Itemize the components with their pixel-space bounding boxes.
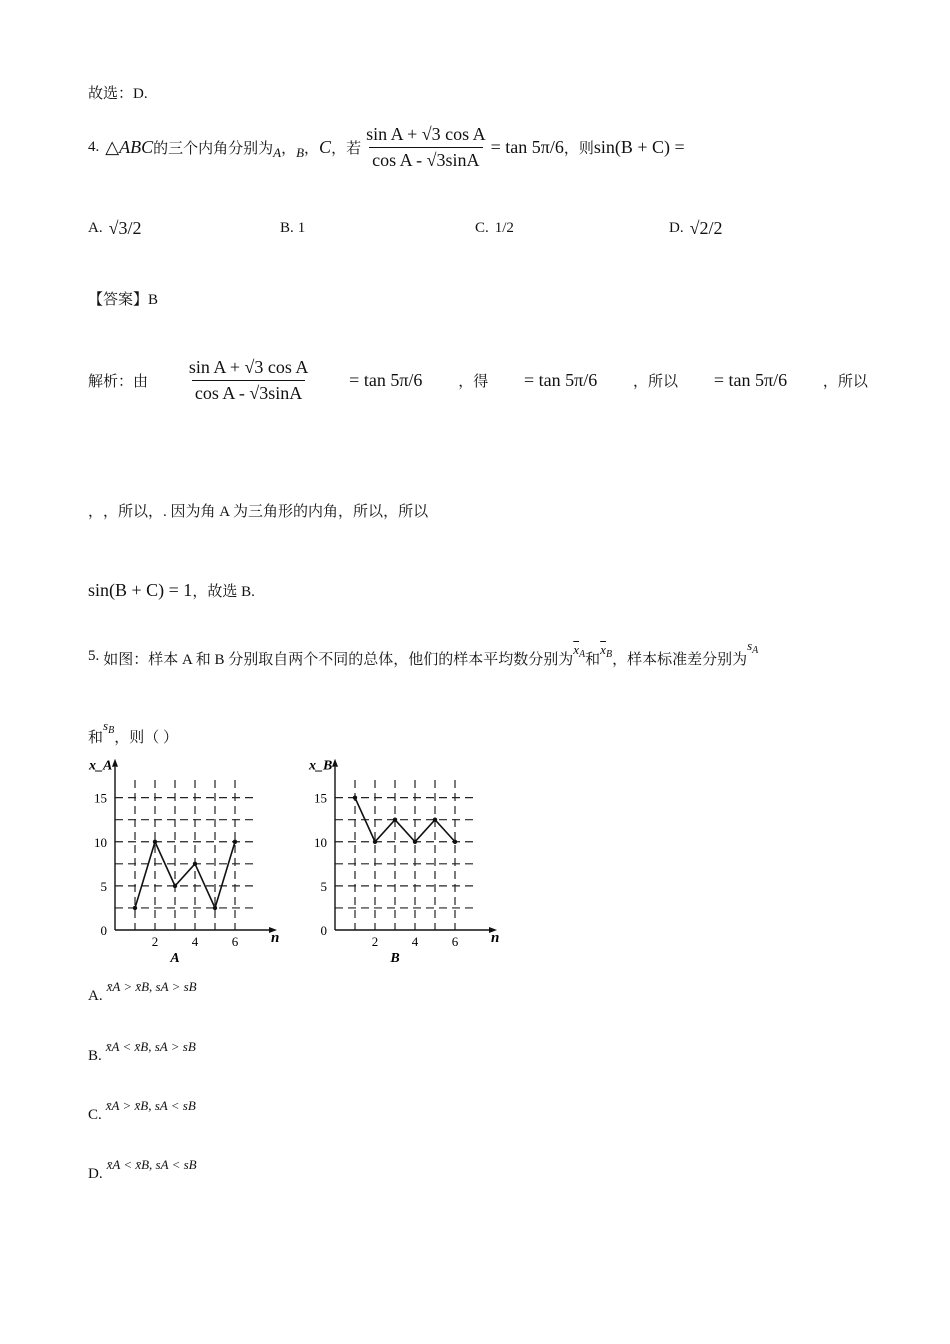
x-tick-label: 2 — [151, 934, 159, 949]
data-point — [133, 906, 137, 910]
q4-stem-text-3: ，则 — [563, 140, 594, 157]
q4-angle-a: A — [273, 145, 282, 160]
q4-triangle: △ABC — [105, 136, 154, 157]
q4-option-d-label: D. — [669, 219, 684, 236]
q4-option-b-label: B. — [280, 219, 294, 236]
q4-option-d-value: √2/2 — [689, 217, 723, 238]
q5-option-c-value: x̄A > x̄B, sA < sB — [105, 1098, 196, 1113]
analysis-line3-text: ，故选 B. — [192, 584, 255, 600]
analysis-line2-text-3: ， — [148, 503, 164, 520]
q5-option-d-label: D. — [88, 1166, 103, 1182]
q4-condition-numerator: sin A + √3 cos A — [366, 123, 486, 144]
analysis-line3-equation: sin(B + C) = 1 — [88, 580, 193, 600]
q4-angle-b: B — [296, 145, 305, 160]
x-tick-label: 6 — [231, 934, 239, 949]
y-axis-label: x_A — [89, 758, 113, 774]
analysis-prefix: 解析：由 — [88, 373, 149, 390]
data-point — [233, 840, 237, 844]
analysis-line-1 — [88, 320, 868, 440]
q5-option-d[interactable] — [88, 1157, 197, 1183]
y-tick-label: 15 — [94, 790, 107, 806]
analysis-line2-text-4: . 因为角 A 为三角形的内角，所以 — [163, 503, 384, 520]
q5-std-b: $s_B$ — [103, 718, 115, 736]
analysis-line2-text-5: ，所以 — [383, 503, 429, 520]
q4-option-a[interactable] — [88, 200, 141, 256]
chart-title: B — [390, 951, 400, 966]
x-tick-label: 4 — [411, 934, 419, 949]
y-tick-label: 10 — [94, 834, 107, 850]
q5-option-c-label: C. — [88, 1107, 102, 1123]
q5-mean-a: $\overline{x}_A$ — [573, 642, 586, 660]
q4-option-c-value: 1/2 — [494, 219, 514, 236]
analysis-suoyi: ，所以 — [633, 373, 679, 390]
analysis-line2-text-2: ，所以 — [103, 503, 149, 520]
q4-option-b-value: 1 — [297, 219, 306, 236]
q5-option-b-value: x̄A < x̄B, sA > sB — [105, 1039, 196, 1054]
q4-option-a-label: A. — [88, 219, 103, 236]
q5-option-d-value: x̄A < x̄B, sA < sB — [106, 1157, 197, 1172]
data-point — [433, 818, 437, 822]
analysis-suoyi-2: ，所以 — [822, 373, 868, 390]
q4-number: 4. — [88, 138, 100, 155]
q5-std-a: $s_A$ — [747, 638, 759, 656]
x-axis-label: n — [271, 930, 280, 946]
q4-stem-text-2: ，若 — [331, 140, 362, 157]
y-tick-label: 0 — [320, 923, 327, 938]
q5-stem-line-1 — [88, 638, 759, 669]
analysis-fraction-1 — [186, 357, 312, 404]
chart-b — [300, 758, 500, 970]
q4-option-a-value: √3/2 — [108, 217, 142, 238]
series-line — [135, 842, 235, 908]
chart-a — [80, 758, 280, 970]
y-axis-label: x_B — [309, 758, 333, 774]
q4-option-c-label: C. — [475, 219, 489, 236]
y-axis-arrow — [332, 759, 338, 767]
data-point — [413, 840, 417, 844]
q5-option-a-label: A. — [88, 988, 103, 1004]
prev-answer: 故选：D. — [88, 86, 148, 102]
q4-condition-denominator: cos A - √3sinA — [369, 147, 482, 171]
data-point — [353, 795, 357, 799]
y-tick-label: 5 — [100, 878, 107, 894]
analysis-rhs-2: = tan 5π/6 — [524, 369, 598, 390]
q4-stem-text-1: 的三个内角分别为 — [153, 140, 274, 157]
q5-stem-2: ，样本标准差分别为 — [612, 652, 748, 668]
data-point — [213, 906, 217, 910]
y-tick-label: 0 — [100, 923, 107, 938]
x-tick-label: 6 — [451, 934, 459, 949]
analysis-de: ，得 — [458, 373, 489, 390]
q4-condition-rhs: = tan 5π/6 — [490, 136, 564, 157]
analysis-rhs-1: = tan 5π/6 — [349, 369, 423, 390]
q4-condition-fraction — [363, 124, 489, 171]
x-tick-label: 4 — [191, 934, 199, 949]
q4-comma-1: ， — [281, 140, 297, 157]
analysis-line-3 — [88, 580, 255, 601]
data-point — [193, 862, 197, 866]
x-tick-label: 2 — [371, 934, 379, 949]
q5-option-a[interactable] — [88, 979, 197, 1005]
q5-option-b-label: B. — [88, 1048, 102, 1064]
y-tick-label: 15 — [314, 790, 327, 806]
analysis-rhs-3: = tan 5π/6 — [713, 369, 788, 390]
analysis-fraction-1-num: sin A + √3 cos A — [188, 356, 309, 377]
x-axis-label: n — [491, 930, 500, 946]
q4-option-b[interactable] — [280, 200, 305, 256]
y-tick-label: 10 — [314, 834, 327, 850]
q5-stem-1: 如图：样本 A 和 B 分别取自两个不同的总体，他们的样本平均数分别为 — [103, 652, 574, 668]
data-point — [453, 840, 457, 844]
q4-comma-2: ， — [304, 140, 320, 157]
q4-option-c[interactable] — [475, 200, 514, 256]
y-axis-arrow — [112, 759, 118, 767]
q4-stem — [88, 112, 685, 182]
q5-and-2: 和 — [88, 730, 104, 746]
data-point — [173, 884, 177, 888]
q5-option-c[interactable] — [88, 1098, 196, 1124]
analysis-fraction-1-den: cos A - √3sinA — [192, 380, 305, 404]
q5-number: 5. — [88, 648, 100, 664]
analysis-line2-text-1: ， — [88, 503, 104, 520]
q5-mean-b: $\overline{x}_B$ — [600, 642, 613, 660]
q5-option-a-value: x̄A > x̄B, sA > sB — [106, 979, 197, 994]
q5-stem-3: ，则（ ） — [114, 730, 178, 746]
analysis-line-2 — [88, 480, 868, 540]
q5-stem-line-2 — [88, 718, 178, 747]
chart-title: A — [170, 951, 180, 966]
q5-and-1: 和 — [585, 652, 601, 668]
data-point — [153, 840, 157, 844]
answer-label: 【答案】B — [88, 292, 159, 308]
q5-option-b[interactable] — [88, 1039, 196, 1065]
q4-option-d[interactable] — [669, 200, 722, 256]
data-point — [393, 818, 397, 822]
q4-target: sin(B + C) = — [593, 136, 685, 157]
q4-angle-c: C — [319, 136, 332, 157]
data-point — [373, 840, 377, 844]
y-tick-label: 5 — [320, 878, 327, 894]
